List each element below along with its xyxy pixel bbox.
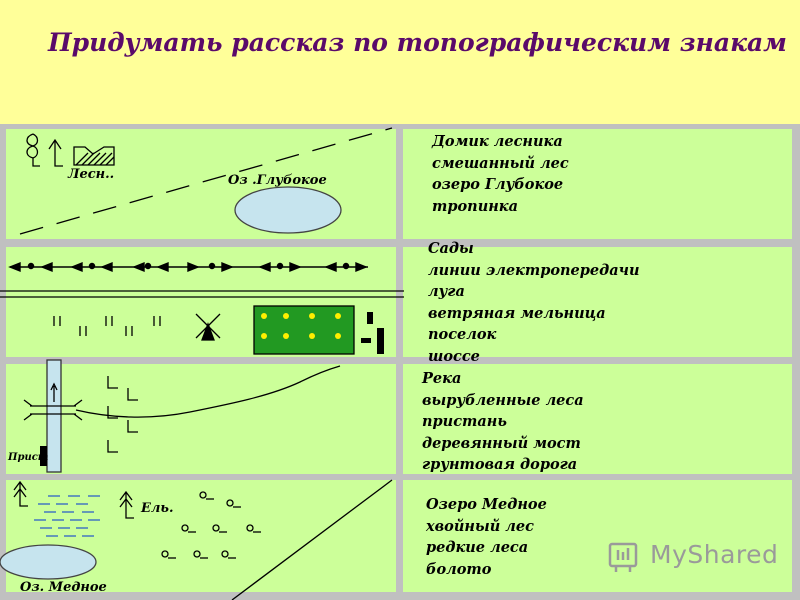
page-title: Придумать рассказ по топографическим знакам [48, 28, 787, 57]
legend-item: вырубленные леса [422, 391, 584, 409]
legend-item: Домик лесника [432, 133, 563, 150]
lake-glubokoe-icon [235, 187, 341, 233]
swamp-icon [34, 496, 100, 536]
forester-label: Лесн.. [68, 167, 115, 182]
settlement-icon [361, 312, 384, 354]
legend-item: тропинка [432, 197, 519, 215]
legend-item: Сады [428, 240, 474, 257]
legend-item: грунтовая дорога [422, 456, 578, 473]
legend-item: ветряная мельница [428, 304, 606, 322]
windmill-icon [196, 314, 220, 340]
legend-item: линии электропередачи [428, 261, 640, 279]
legend-item: Река [422, 370, 462, 387]
legend-list-1 [432, 131, 569, 217]
sparse-forest-icon [162, 492, 261, 558]
legend-item: деревянный мост [422, 434, 581, 452]
watermark-logo-icon [606, 536, 646, 576]
garden-icon [254, 306, 354, 354]
river-channel-icon [47, 360, 61, 472]
highway-icon [0, 291, 404, 297]
legend-item: болото [426, 560, 492, 578]
lake-glubokoe-label: Оз .Глубокое [228, 173, 327, 188]
legend-list-2 [428, 238, 640, 367]
dirt-road-icon [76, 366, 340, 417]
spruce-label: Ель. [141, 501, 174, 516]
pier-label: Прист [8, 452, 49, 463]
power-line-icon [10, 263, 368, 271]
legend-item: смешанный лес [432, 154, 569, 172]
road-line [232, 480, 392, 600]
meadow-icon [54, 316, 160, 336]
legend-item: поселок [428, 326, 497, 343]
watermark [606, 536, 779, 576]
legend-item: луга [428, 283, 465, 300]
legend-item: Озеро Медное [426, 496, 547, 513]
legend-item: хвойный лес [426, 517, 534, 535]
cut-forest-icon [108, 376, 138, 452]
forester-house-icon [74, 147, 114, 165]
legend-item: пристань [422, 413, 507, 430]
watermark-text: MyShared [650, 540, 779, 569]
legend-list-3 [422, 368, 584, 476]
legend-item: шоссе [428, 347, 480, 365]
lake-mednoe-icon [0, 545, 96, 579]
legend-item: озеро Глубокое [432, 176, 564, 193]
mixed-forest-icon [27, 134, 63, 166]
lake-mednoe-label: Оз. Медное [20, 580, 107, 595]
legend-list-4 [426, 494, 547, 580]
legend-item: редкие леса [426, 539, 529, 556]
